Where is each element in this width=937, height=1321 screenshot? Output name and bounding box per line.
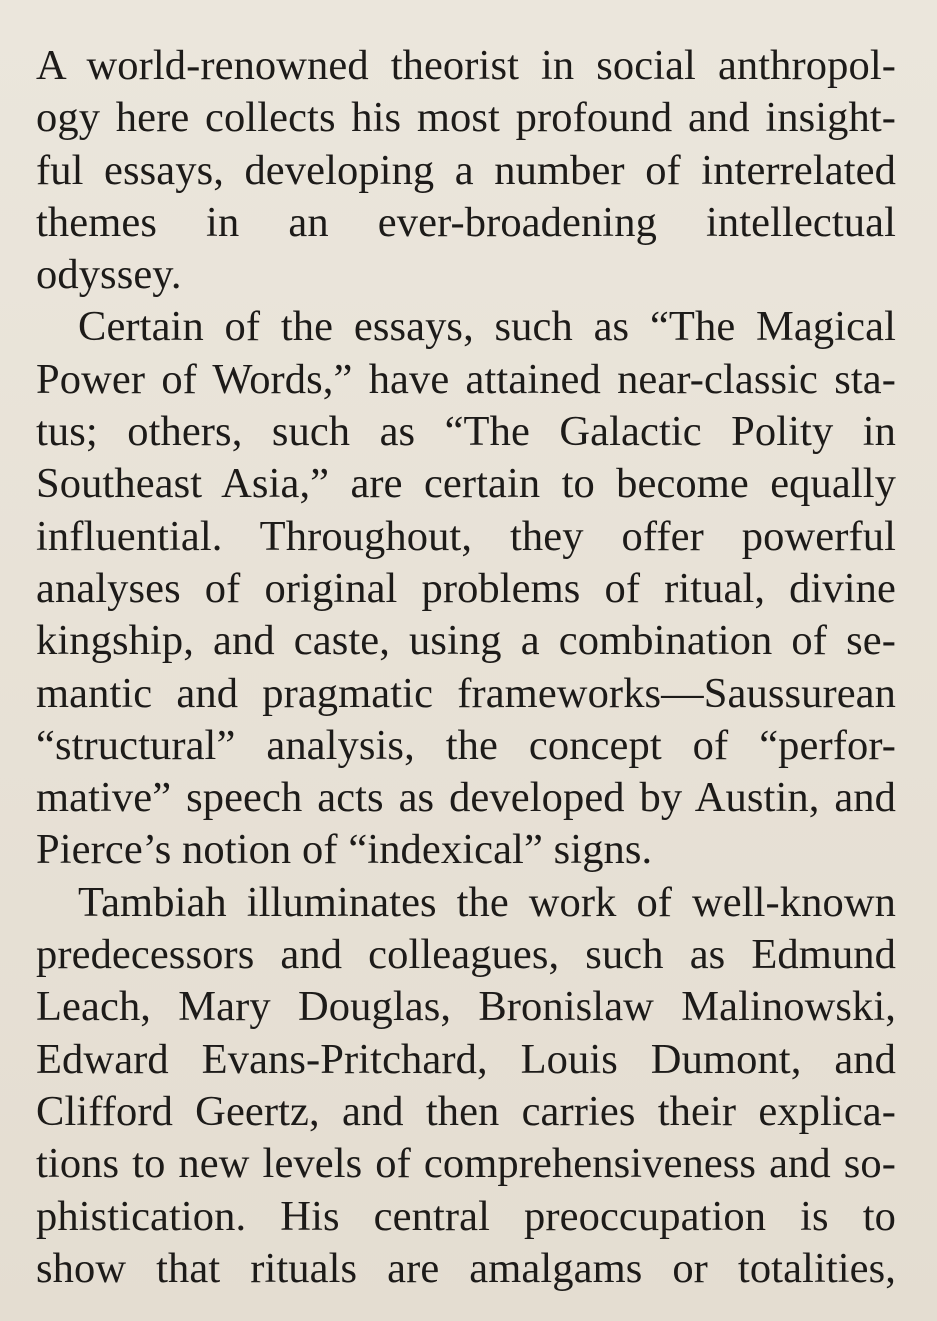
paragraph-3-line-2: predecessors and colleagues, such as Edmund: [36, 931, 896, 979]
paragraph-2-line-8: mantic and pragmatic frameworks—Saussurean: [36, 669, 896, 717]
paragraph-2-line-4: Southeast Asia,” are certain to become equally: [36, 460, 896, 508]
paragraph-2-line-11: Pierce’s notion of “indexical” signs.: [36, 826, 653, 874]
paragraph-2-line-5: influential. Throughout, they offer powerful: [36, 512, 896, 560]
paragraph-3-line-6: tions to new levels of comprehensiveness and so-: [36, 1140, 896, 1188]
paragraph-1-line-1: A world-renowned theorist in social anthropol-: [36, 42, 896, 89]
paragraph-2-line-10: mative” speech acts as developed by Austin, and: [36, 774, 896, 822]
paragraph-2-line-1: Certain of the essays, such as “The Magical: [78, 303, 896, 351]
paragraph-3-line-7: phistication. His central preoccupation is to: [36, 1192, 896, 1240]
paragraph-2-line-3: tus; others, such as “The Galactic Polity in: [36, 408, 896, 456]
paragraph-2-line-9: “structural” analysis, the concept of “perfor-: [36, 721, 896, 769]
paragraph-1-line-3: ful essays, developing a number of interrelated: [36, 146, 896, 194]
paragraph-3-line-4: Edward Evans-Pritchard, Louis Dumont, and: [36, 1035, 896, 1083]
paragraph-1-line-4: themes in an ever-broadening intellectual: [36, 198, 896, 246]
paragraph-2-line-6: analyses of original problems of ritual, divine: [36, 564, 896, 612]
paragraph-3-line-3: Leach, Mary Douglas, Bronislaw Malinowski,: [36, 983, 896, 1031]
paragraph-3-line-5: Clifford Geertz, and then carries their explica-: [36, 1087, 896, 1135]
paragraph-2-line-2: Power of Words,” have attained near-classic sta-: [36, 355, 896, 403]
paragraph-1-line-2: ogy here collects his most profound and insight-: [36, 94, 896, 142]
paragraph-2-line-7: kingship, and caste, using a combination of se-: [36, 617, 896, 665]
paragraph-3-line-1: Tambiah illuminates the work of well-known: [78, 878, 896, 926]
jacket-description-text: [36, 40, 896, 1295]
paragraph-1-line-5: odyssey.: [36, 251, 182, 299]
paragraph-3-line-8: show that rituals are amalgams or totalities,: [36, 1244, 896, 1292]
